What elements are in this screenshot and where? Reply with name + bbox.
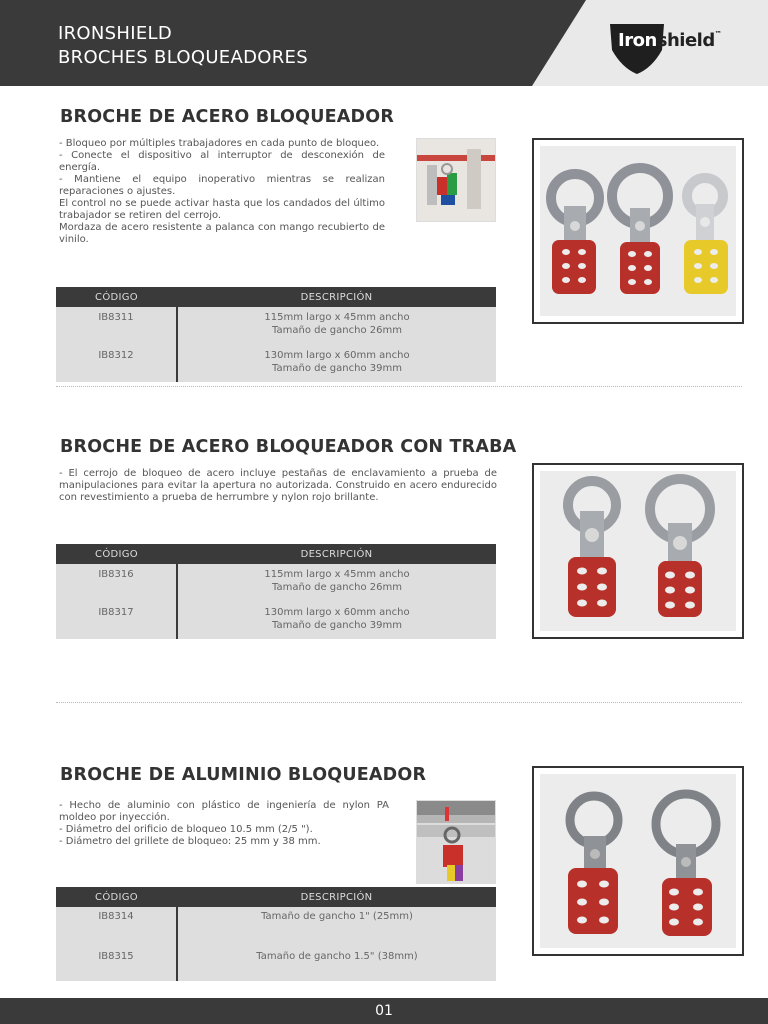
section-title-aluminum-hasp: BROCHE DE ALUMINIO BLOQUEADOR	[60, 765, 427, 785]
header-title	[58, 22, 308, 70]
description-line: - Mantiene el equipo inoperativo mientras se realizan reparaciones o ajustes.	[59, 174, 385, 197]
aluminum-application-image	[417, 801, 495, 883]
description-line: - El cerrojo de bloqueo de acero incluye pestañas de enclavamiento a prueba de manipulaciones para evitar la apertura no autorizada. Construido en acero endurecido con revestimiento a prueba de herrumbre y nylon rojo brillante.	[59, 468, 497, 503]
logo-text-shield: shield	[656, 30, 715, 51]
product-code: IB8316	[56, 564, 177, 602]
description-hook-size: Tamaño de gancho 26mm	[272, 582, 402, 593]
column-header-code: CÓDIGO	[56, 544, 177, 564]
spec-table-steel-hasp-tabbed	[56, 544, 496, 639]
product-code: IB8315	[56, 947, 177, 981]
product-code: IB8317	[56, 602, 177, 639]
product-description	[177, 307, 496, 345]
product-description	[177, 602, 496, 639]
column-header-code: CÓDIGO	[56, 287, 177, 307]
steel-hasp-image	[540, 146, 736, 316]
table-row	[56, 564, 496, 602]
product-description	[177, 564, 496, 602]
table-row	[56, 345, 496, 382]
column-header-description: DESCRIPCIÓN	[177, 287, 496, 307]
table-row	[56, 602, 496, 639]
section-title-steel-hasp-tabbed: BROCHE DE ACERO BLOQUEADOR CON TRABA	[60, 437, 517, 457]
spec-table-aluminum-hasp	[56, 887, 496, 981]
product-code: IB8314	[56, 907, 177, 947]
section-description-steel-hasp-tabbed	[59, 468, 497, 504]
header-brand: IRONSHIELD	[58, 23, 172, 44]
description-line: - Hecho de aluminio con plástico de ingeniería de nylon PA moldeo por inyección.	[59, 800, 389, 823]
logo-trademark: ™	[714, 30, 722, 38]
column-header-description: DESCRIPCIÓN	[177, 887, 496, 907]
logo-text-iron: Iron	[618, 30, 657, 51]
page-number: 01	[375, 1003, 393, 1019]
description-line: - Bloqueo por múltiples trabajadores en cada punto de bloqueo.	[59, 138, 380, 149]
section-title-steel-hasp: BROCHE DE ACERO BLOQUEADOR	[60, 107, 394, 127]
ironshield-logo	[606, 18, 746, 76]
description-dimensions: 130mm largo x 60mm ancho	[264, 350, 410, 361]
column-header-code: CÓDIGO	[56, 887, 177, 907]
description-line: El control no se puede activar hasta que los candados del último trabajador se retiren del cerrojo.	[59, 198, 385, 221]
description-dimensions: 115mm largo x 45mm ancho	[264, 312, 410, 323]
description-dimensions: 130mm largo x 60mm ancho	[264, 607, 410, 618]
product-code: IB8311	[56, 307, 177, 345]
page-header	[0, 0, 768, 86]
lockout-application-image	[417, 139, 495, 221]
application-thumbnail	[416, 800, 496, 884]
description-line: - Diámetro del orificio de bloqueo 10.5 mm (2/5 ").	[59, 824, 313, 835]
product-description: Tamaño de gancho 1.5" (38mm)	[177, 947, 496, 981]
description-line: - Conecte el dispositivo al interruptor de desconexión de energía.	[59, 150, 385, 173]
product-photo-steel-hasp	[532, 138, 744, 324]
description-hook-size: Tamaño de gancho 39mm	[272, 363, 402, 374]
section-divider	[56, 702, 742, 703]
product-description: Tamaño de gancho 1" (25mm)	[177, 907, 496, 947]
product-photo-aluminum-hasp	[532, 766, 744, 956]
product-photo-steel-hasp-tabbed	[532, 463, 744, 639]
section-divider	[56, 386, 742, 387]
table-row	[56, 307, 496, 345]
description-hook-size: Tamaño de gancho 26mm	[272, 325, 402, 336]
steel-hasp-tabbed-image	[540, 471, 736, 631]
product-code: IB8312	[56, 345, 177, 382]
header-subtitle: BROCHES BLOQUEADORES	[58, 47, 308, 68]
spec-table-steel-hasp	[56, 287, 496, 382]
description-line: Mordaza de acero resistente a palanca con mango recubierto de vinilo.	[59, 222, 385, 245]
aluminum-hasp-image	[540, 774, 736, 948]
section-description-steel-hasp	[59, 138, 385, 246]
section-description-aluminum-hasp	[59, 800, 389, 848]
application-thumbnail	[416, 138, 496, 222]
description-dimensions: 115mm largo x 45mm ancho	[264, 569, 410, 580]
product-description	[177, 345, 496, 382]
table-row	[56, 907, 496, 947]
description-hook-size: Tamaño de gancho 39mm	[272, 620, 402, 631]
column-header-description: DESCRIPCIÓN	[177, 544, 496, 564]
table-row	[56, 947, 496, 981]
description-line: - Diámetro del grillete de bloqueo: 25 mm y 38 mm.	[59, 836, 321, 847]
